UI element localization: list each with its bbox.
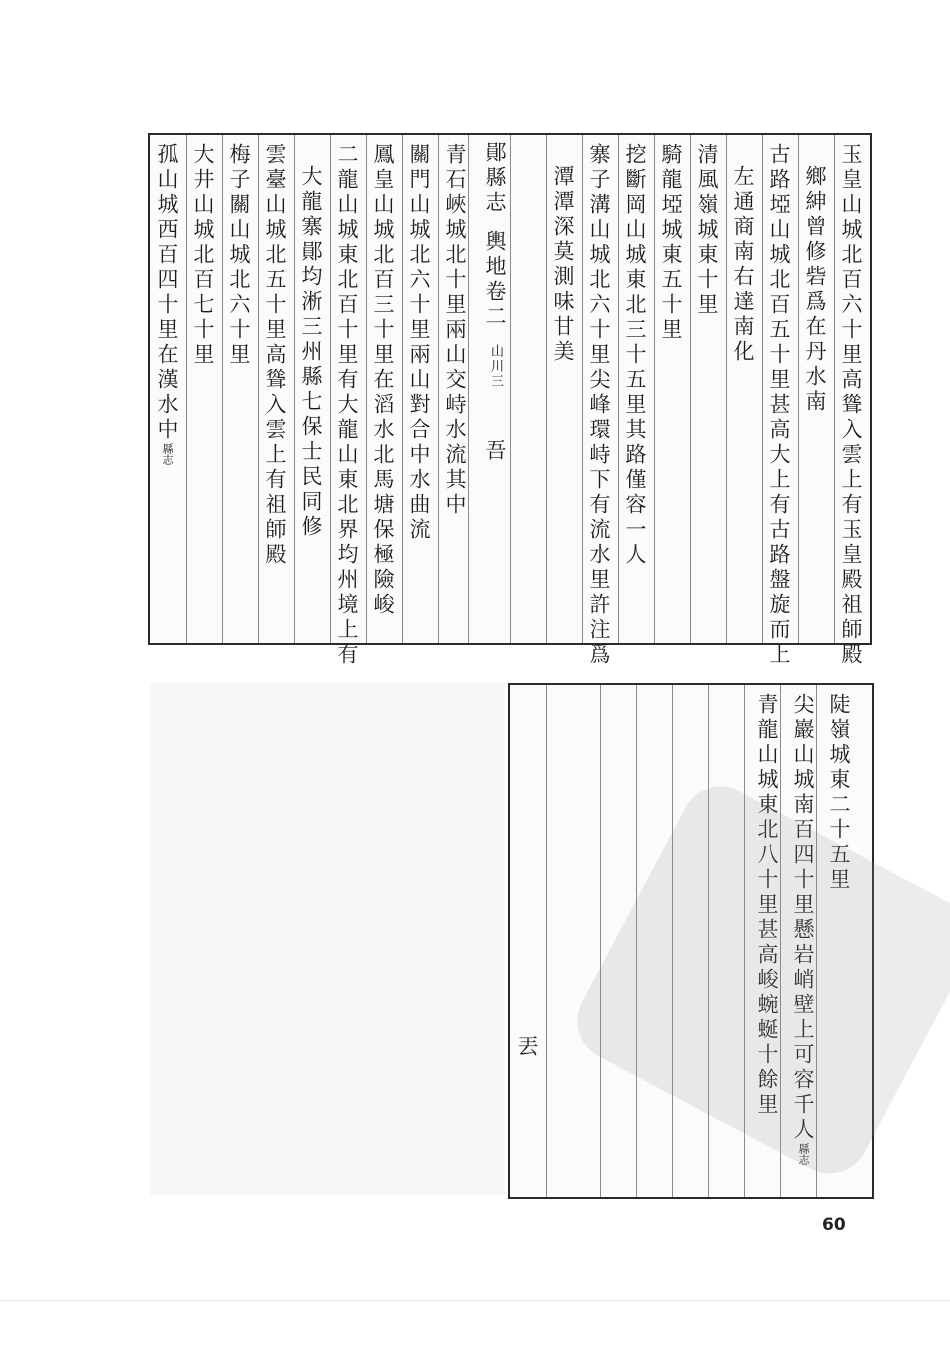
text-column: 騎龍埡城東五十里 — [659, 143, 683, 343]
text-column: 青石峽城北十里兩山交峙水流其中 — [443, 143, 467, 518]
text-column: 古路埡山城北百五十里甚高大上有古路盤旋而上 — [767, 143, 791, 668]
text-column: 二龍山城東北百十里有大龍山東北界均州境上有 — [335, 143, 359, 668]
text-column: 陡嶺城東二十五里 — [827, 693, 851, 893]
text-column: 挖斷岡山城東北三十五里其路僅容一人 — [623, 143, 647, 568]
volume-title: 輿地卷二 — [483, 230, 507, 330]
text-column: 清風嶺城東十里 — [695, 143, 719, 318]
section-title: 山川 — [488, 344, 503, 374]
text-column: 大井山城北百七十里 — [191, 143, 215, 368]
text-column: 梅子關山城北六十里 — [227, 143, 251, 368]
text-column: 鳳皇山城北百三十里在滔水北馬塘保極險峻 — [371, 143, 395, 618]
text-column: 潭潭深莫測味甘美 — [551, 165, 575, 365]
page-number: 60 — [822, 1215, 846, 1235]
leaf-number: 吾 — [483, 439, 507, 464]
column-text: 孤山城西百四十里在漢水中 — [155, 143, 179, 443]
text-column — [156, 143, 177, 465]
column-text: 尖巖山城南百四十里懸岩峭壁上可容千人 — [791, 693, 815, 1143]
text-column: 玉皇山城北百六十里高聳入雲上有玉皇殿祖師殿 — [839, 143, 863, 668]
text-column: 鄉紳曾修砦爲在丹水南 — [803, 165, 827, 415]
text-column: 青龍山城東北八十里甚高峻蜿蜒十餘里 — [755, 693, 779, 1118]
source-note: 縣志 — [797, 1143, 810, 1165]
leaf-number: 丟 — [515, 1035, 539, 1060]
top-page — [148, 133, 872, 668]
text-column: 雲臺山城北五十里高聳入雲上有祖師殿 — [263, 143, 287, 568]
text-column: 關門山城北六十里兩山對合中水曲流 — [407, 143, 431, 543]
section-number: 三 — [488, 374, 503, 389]
book-title: 鄖縣志 — [483, 141, 507, 216]
fold-margin — [480, 141, 510, 464]
text-column: 寨子溝山城北六十里尖峰環峙下有流水里許注爲 — [587, 143, 611, 668]
text-column: 大龍寨鄖均淅三州縣七保士民同修 — [299, 165, 323, 540]
text-column: 左通商南右達南化 — [731, 165, 755, 365]
divider — [0, 1300, 950, 1301]
source-note: 縣志 — [161, 443, 174, 465]
ghost-facing-page — [150, 683, 505, 1195]
